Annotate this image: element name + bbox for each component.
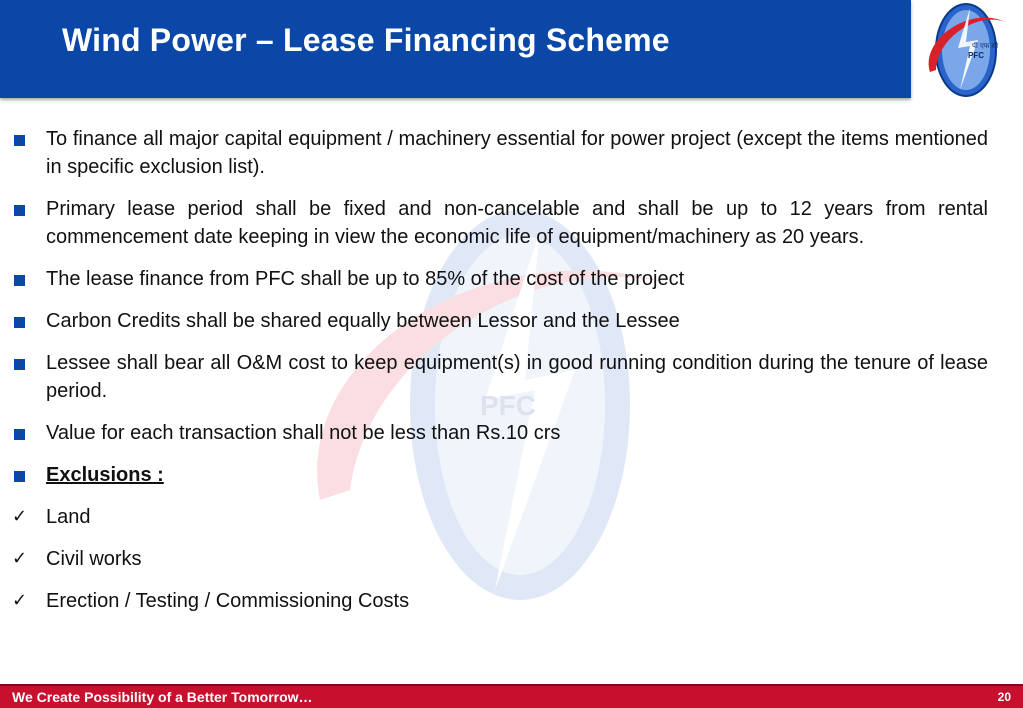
square-bullet-icon [14,135,25,146]
exclusion-item [12,503,988,531]
checkmark-icon: ✓ [12,506,28,527]
list-item [12,349,988,405]
exclusion-item [12,545,988,573]
square-bullet-icon [14,429,25,440]
list-item [12,265,988,293]
list-item-exclusions-heading [12,461,988,489]
list-item [12,419,988,447]
square-bullet-icon [14,471,25,482]
footer-bar [0,684,1023,708]
exclusion-item-text: Civil works [46,548,142,570]
list-item-text: Lessee shall bear all O&M cost to keep equipment(s) in good running condition during the tenure of lease period. [46,352,988,402]
list-item-text: Carbon Credits shall be shared equally between Lessor and the Lessee [46,310,680,332]
pfc-logo [910,0,1023,100]
list-item [12,125,988,181]
list-item [12,307,988,335]
footer-tagline: We Create Possibility of a Better Tomorrow… [12,689,313,705]
exclusion-item-text: Land [46,506,91,528]
header-bar [0,0,911,98]
square-bullet-icon [14,317,25,328]
exclusion-item-text: Erection / Testing / Commissioning Costs [46,590,410,612]
list-item-text: Primary lease period shall be fixed and non-cancelable and shall be up to 12 years from rental commencement date keeping in view the economic life of equipment/machinery as 20 years. [46,198,988,248]
exclusion-item [12,587,988,615]
svg-text:PFC: PFC [968,51,984,60]
list-item-text: Value for each transaction shall not be less than Rs.10 crs [46,422,561,444]
content-list [12,125,988,629]
checkmark-icon: ✓ [12,590,28,611]
square-bullet-icon [14,275,25,286]
checkmark-icon: ✓ [12,548,28,569]
svg-text:पी एफ सी: पी एफ सी [972,42,999,50]
list-item [12,195,988,251]
square-bullet-icon [14,205,25,216]
list-item-text: To finance all major capital equipment / machinery essential for power project (except the items mentioned in specific exclusion list). [46,128,988,178]
exclusions-heading: Exclusions : [46,464,164,486]
page-number: 20 [997,690,1011,704]
svg-text:PFC: PFC [480,390,536,421]
page-title: Wind Power – Lease Financing Scheme [62,22,670,58]
list-item-text: The lease finance from PFC shall be up to 85% of the cost of the project [46,268,685,290]
square-bullet-icon [14,359,25,370]
